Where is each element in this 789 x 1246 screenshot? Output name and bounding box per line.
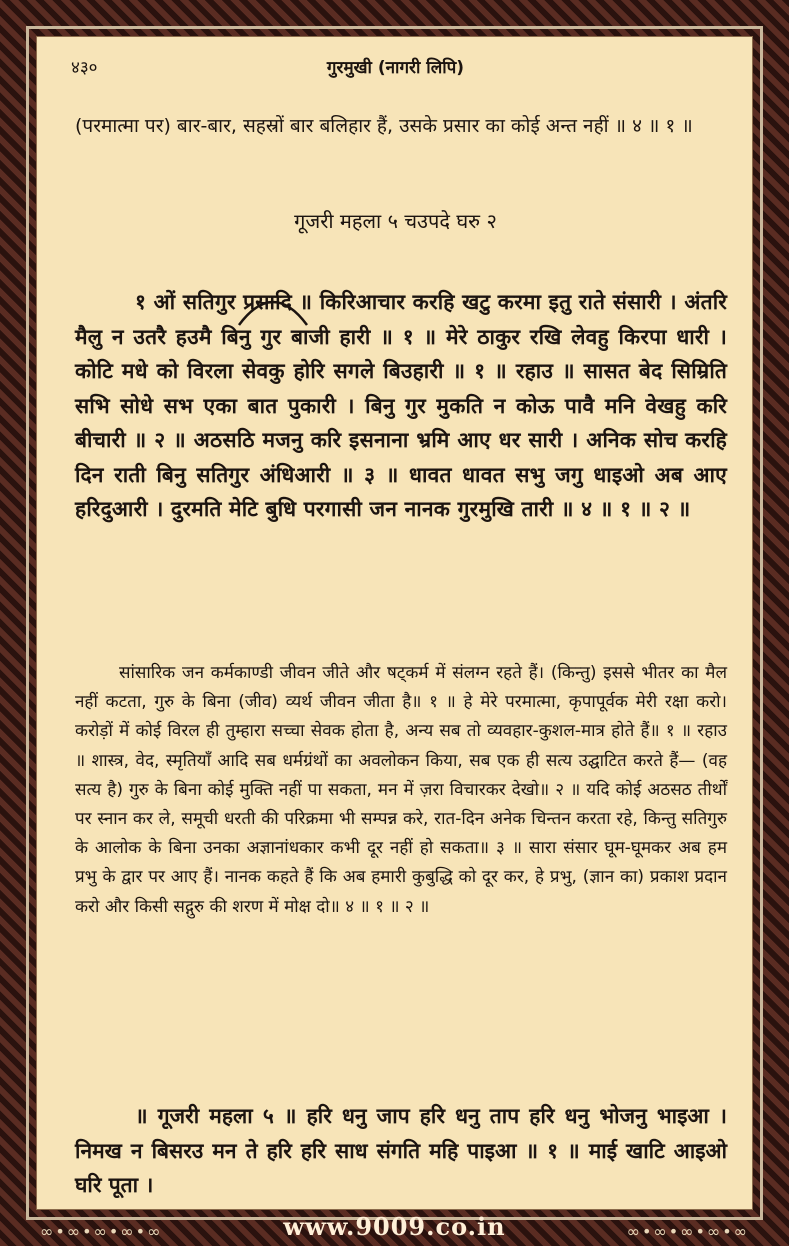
page-number: ४३०: [71, 58, 98, 78]
intro-paragraph: (परमात्मा पर) बार-बार, सहस्रों बार बलिहार हैं, उसके प्रसार का कोई अन्त नहीं ॥ ४ ॥ १ ॥: [75, 115, 693, 137]
website-url[interactable]: www.9009.co.in: [283, 1212, 506, 1241]
translation-text: सांसारिक जन कर्मकाण्डी जीवन जीते और षट्कर्म में संलग्न रहते हैं। (किन्तु) इससे भीतर का मैल नहीं कटता, गुरु के बिना (जीव) व्यर्थ जीवन जीता है॥ १ ॥ हे मेरे परमात्मा, कृपापूर्वक मेरी रक्षा करो। करोड़ों में कोई विरल ही तुम्हारा सच्चा सेवक होता है, अन्य सब तो व्यवहार-कुशल-मात्र होते हैं॥ १ ॥ रहाउ ॥ शास्त्र, वेद, स्मृतियाँ आदि सब धर्मग्रंथों का अवलोकन किया, सब एक ही सत्य उद्घाटित करते हैं— (वह सत्य है) गुरु के बिना कोई मुक्ति नहीं पा सकता, मन में ज़रा विचारकर देखो॥ २ ॥ यदि कोई अठसठ तीर्थों पर स्नान कर ले, समूची धरती की परिक्रमा भी सम्पन्न करे, रात-दिन अनेक चिन्तन करता रहे, किन्तु सतिगुरु के आलोक के बिना उनका अज्ञानांधकार कभी दूर नहीं हो सकता॥ ३ ॥ सारा संसार घूम-घूमकर अब हम प्रभु के द्वार पर आए हैं। नानक कहते हैं कि अब हमारी कुबुद्धि को दूर कर, हे प्रभु, (ज्ञान का) प्रकाश प्रदान करो और किसी सद्गुरु की शरण में मोक्ष दो॥ ४ ॥ १ ॥ २ ॥: [75, 663, 727, 917]
verse-block-2: [75, 1099, 727, 1203]
verse-block-1: [75, 285, 727, 527]
footer-ornament-left: ∞•∞•∞•∞•∞: [40, 1222, 163, 1241]
scripture-page: [36, 36, 753, 1210]
running-title: गुरमुखी (नागरी लिपि): [326, 58, 465, 78]
translation-paragraph: [75, 659, 727, 922]
verse-2-text: ॥ गूजरी महला ५ ॥ हरि धनु जाप हरि धनु ताप हरि धनु भोजनु भाइआ । निमख न बिसरउ मन ते हरि हरि साध संगति महि पाइआ ॥ १ ॥ माई खाटि आइओ घरि पूता ।: [75, 1104, 727, 1197]
footer: [0, 1212, 789, 1246]
verse-1-text: १ ओं सतिगुर प्रसादि ॥ किरिआचार करहि खटु करमा इतु राते संसारी । अंतरि मैलु न उतरै हउमै बिनु गुर बाजी हारी ॥ १ ॥ मेरे ठाकुर रखि लेवहु किरपा धारी । कोटि मधे को विरला सेवकु होरि सगले बिउहारी ॥ १ ॥ रहाउ ॥ सासत बेद सिम्रिति सभि सोधे सभ एका बात पुकारी । बिनु गुर मुकति न कोऊ पावै मनि वेखहु करि बीचारी ॥ २ ॥ अठसठि मजनु करि इसनाना भ्रमि आए धर सारी । अनिक सोच करहि दिन राती बिनु सतिगुर अंधिआरी ॥ ३ ॥ धावत धावत सभु जगु धाइओ अब आए हरिदुआरी । दुरमति मेटि बुधि परगासी जन नानक गुरमुखि तारी ॥ ४ ॥ १ ॥ २ ॥: [75, 290, 727, 521]
footer-ornament-right: ∞•∞•∞•∞•∞: [626, 1222, 749, 1241]
section-heading: गूजरी महला ५ चउपदे घरु २: [294, 209, 497, 233]
page-header: [37, 55, 754, 79]
